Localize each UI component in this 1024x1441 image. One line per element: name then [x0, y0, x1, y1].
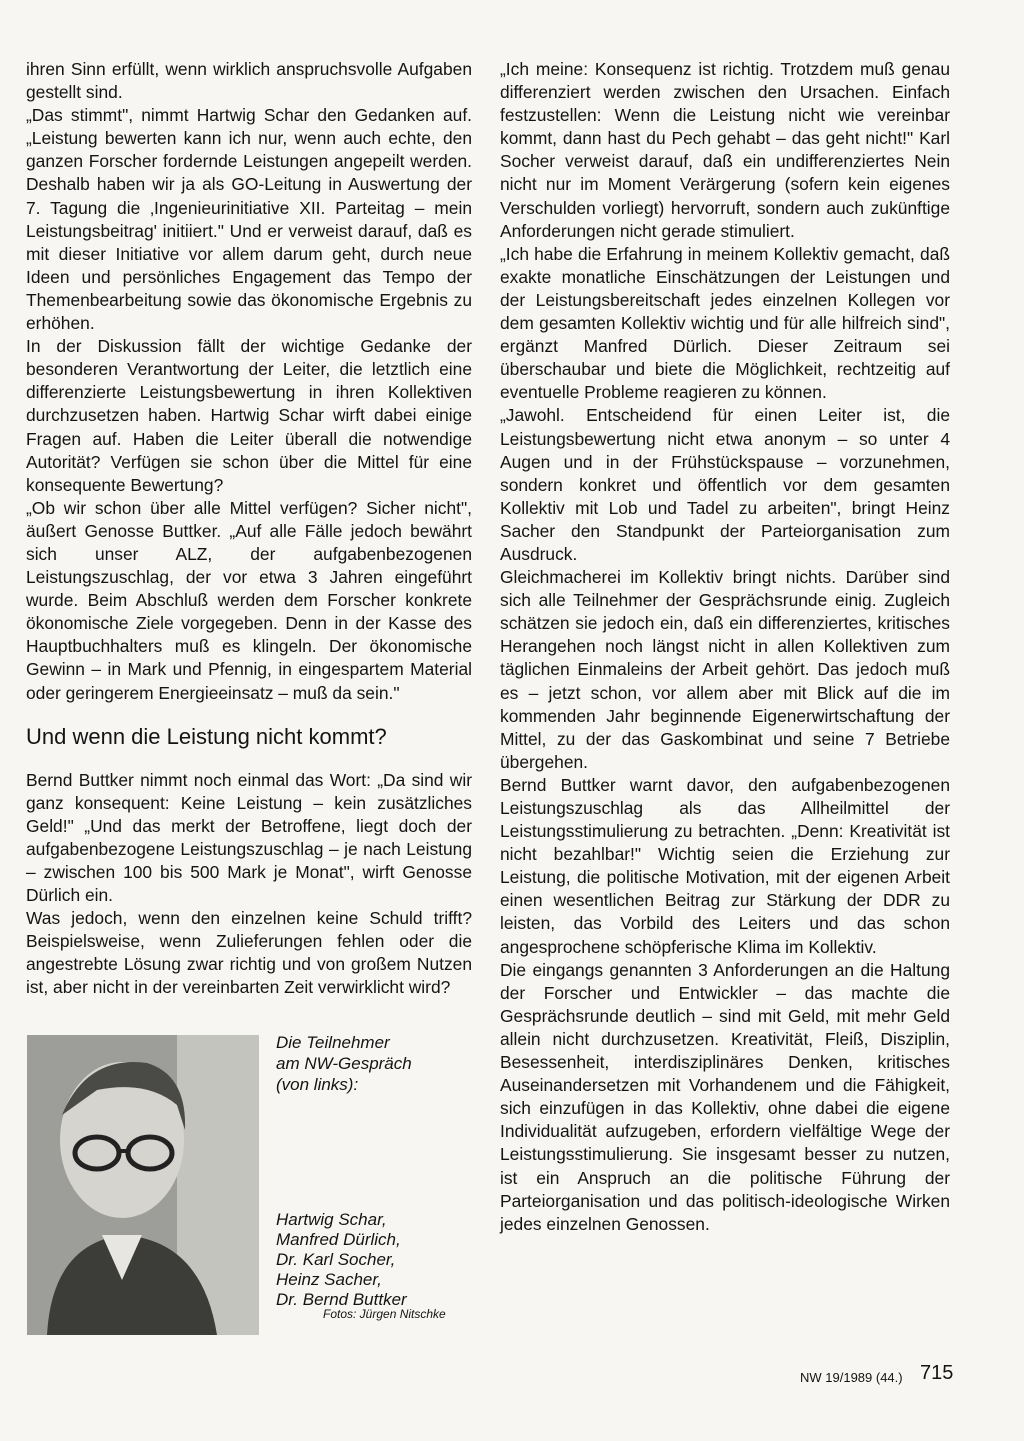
section-subheading: Und wenn die Leistung nicht kommt? — [26, 723, 387, 749]
left-paragraph-4: „Ob wir schon über alle Mittel verfügen? Sicher nicht", äußert Genosse Buttker. „Auf alle Fälle jedoch bewährt sich unser ALZ, der aufgabenbezogenen Leistungszuschlag, der vor etwa 3 Jahren eingeführt wurde. Beim Abschluß werden dem Forscher konkrete ökonomische Ziele vorgegeben. Denn in der Kasse des Hauptbuchhalters muß es klingeln. Der ökonomische Gewinn – in Mark und Pfennig, in eingespartem Material oder geringerem Energieeinsatz – muß da sein." — [26, 497, 472, 703]
right-paragraph-3: „Jawohl. Entscheidend für einen Leiter ist, die Leistungsbewertung nicht etwa anonym – so unter 4 Augen und in der Frühstückspause – vorzunehmen, sondern konkret und öffentlich vor dem gesamten Kollektiv mit Lob und Tadel zu arbeiten", bringt Heinz Sacher den Standpunkt der Parteiorganisation zum Ausdruck. — [500, 405, 950, 564]
caption-name: Dr. Bernd Buttker — [276, 1290, 407, 1309]
caption-name: Dr. Karl Socher, — [276, 1250, 396, 1269]
left-paragraph-2: „Das stimmt", nimmt Hartwig Schar den Gedanken auf. „Leistung bewerten kann ich nur, wenn auch echte, den ganzen Forscher fordernde Leistungen angepeilt werden. Deshalb haben wir ja als GO-Leitung in Auswertung der 7. Tagung die ‚Ingenieurinitiative XII. Parteitag – mein Leistungsbeitrag' initiiert." Und er verweist darauf, daß es mit dieser Initiative vor allem darum geht, durch neue Ideen und persönliches Engagement das Tempo der Themenbearbeitung sowie das ökonomische Ergebnis zu erhöhen. — [26, 105, 472, 334]
portrait-illustration — [27, 1035, 259, 1335]
photo-caption-names — [276, 1210, 476, 1310]
left-paragraph-3: In der Diskussion fällt der wichtige Gedanke der besonderen Verantwortung der Leiter, die letztlich eine differenzierte Leistungsbewertung in ihren Kollektiven durchzusetzen haben. Hartwig Schar wirft dabei einige Fragen auf. Haben die Leiter überall die notwendige Autorität? Verfügen sie schon über die Mittel für eine konsequente Bewertung? — [26, 336, 472, 495]
right-paragraph-5: Bernd Buttker warnt davor, den aufgabenbezogenen Leistungszuschlag als das Allheilmittel der Leistungsstimulierung zu betrachten. „Denn: Kreativität ist nicht bezahlbar!" Wichtig seien die Erziehung zur Leistung, die politische Motivation, mit der eigenen Arbeit einen wesentlichen Beitrag zur Stärkung der DDR zu leisten, das Vorbild des Leiters und das schon angesprochene schöpferische Klima im Kollektiv. — [500, 774, 950, 957]
caption-name: Manfred Dürlich, — [276, 1230, 401, 1249]
photo-credit: Fotos: Jürgen Nitschke — [323, 1307, 446, 1321]
issue-reference: NW 19/1989 (44.) — [800, 1370, 903, 1385]
right-paragraph-1: „Ich meine: Konsequenz ist richtig. Trotzdem muß genau differenziert werden zwischen den Ursachen. Einfach festzustellen: Wenn die Leistung nicht wie vereinbar kommt, dann hast du Pech gehabt – das geht nicht!" Karl Socher verweist darauf, daß ein undifferenziertes Nein nicht nur im Moment Verärgerung (sofern kein eigenes Verschulden vorliegt) hervorruft, sondern auch zukünftige Anforderungen nicht gerade stimuliert. — [500, 59, 950, 241]
right-paragraph-6: Die eingangs genannten 3 Anforderungen an die Haltung der Forscher und Entwickler – das machte die Gesprächsrunde deutlich – sind mit Geld, mit mehr Geld allein nicht durchzusetzen. Kreativität, Fleiß, Disziplin, Besessenheit, interdisziplinäres Denken, kritisches Auseinandersetzen mit Vorhandenem und die Fähigkeit, sich einzufügen in das Kollektiv, ohne dabei die eigene Individualität aufzugeben, erfordern vielfältige Wege der Leistungsstimulierung. Sie insgesamt besser zu nutzen, ist ein Anspruch an die politische Führung der Parteiorganisation und das politisch-ideologische Wirken jedes einzelnen Genossen. — [500, 959, 950, 1234]
caption-line: am NW-Gespräch — [276, 1054, 412, 1073]
page-number: 715 — [920, 1362, 954, 1384]
caption-line: Die Teilnehmer — [276, 1033, 390, 1052]
caption-name: Heinz Sacher, — [276, 1270, 382, 1289]
left-paragraph-1: ihren Sinn erfüllt, wenn wirklich anspruchsvolle Aufgaben gestellt sind. — [26, 59, 472, 103]
right-paragraph-4: Gleichmacherei im Kollektiv bringt nichts. Darüber sind sich alle Teilnehmer der Gesprächsrunde einig. Zugleich schätzen sie jedoch ein, daß ein differenziertes, kritisches Herangehen noch längst nicht in allen Kollektiven zum täglichen Einmaleins der Arbeit gehört. Das jedoch muß es – jetzt schon, vor allem aber mit Blick auf die im kommenden Jahr beginnende Eigenerwirtschaftung der Mittel, zu der das Gaskombinat und seine 7 Betriebe übergehen. — [500, 567, 950, 772]
photo-caption-intro — [276, 1032, 476, 1095]
left-column — [26, 58, 472, 1000]
right-paragraph-2: „Ich habe die Erfahrung in meinem Kollektiv gemacht, daß exakte monatliche Einschätzungen der Leistungen und der Leistungsbereitschaft jedes einzelnen Kollegen vor dem gesamten Kollektiv wichtig und für alle hilfreich sind", ergänzt Manfred Dürlich. Dieser Zeitraum sei überschaubar und biete die Möglichkeit, rechtzeitig auf eventuelle Probleme reagieren zu können. — [500, 243, 950, 403]
caption-line: (von links): — [276, 1075, 359, 1094]
caption-name: Hartwig Schar, — [276, 1210, 387, 1229]
left-paragraph-6: Was jedoch, wenn den einzelnen keine Schuld trifft? Beispielsweise, wenn Zulieferungen fehlen oder die angestrebte Lösung zwar richtig und von großem Nutzen ist, aber nicht in der vereinbarten Zeit verwirklicht wird? — [26, 908, 472, 998]
right-column — [500, 58, 950, 1236]
left-paragraph-5: Bernd Buttker nimmt noch einmal das Wort: „Da sind wir ganz konsequent: Keine Leistung – kein zusätzliches Geld!" „Und das merkt der Betroffene, liegt doch der aufgabenbezogene Leistungszuschlag – je nach Leistung – zwischen 100 bis 500 Mark je Monat", wirft Genosse Dürlich ein. — [26, 769, 472, 906]
participant-photo — [27, 1035, 259, 1335]
